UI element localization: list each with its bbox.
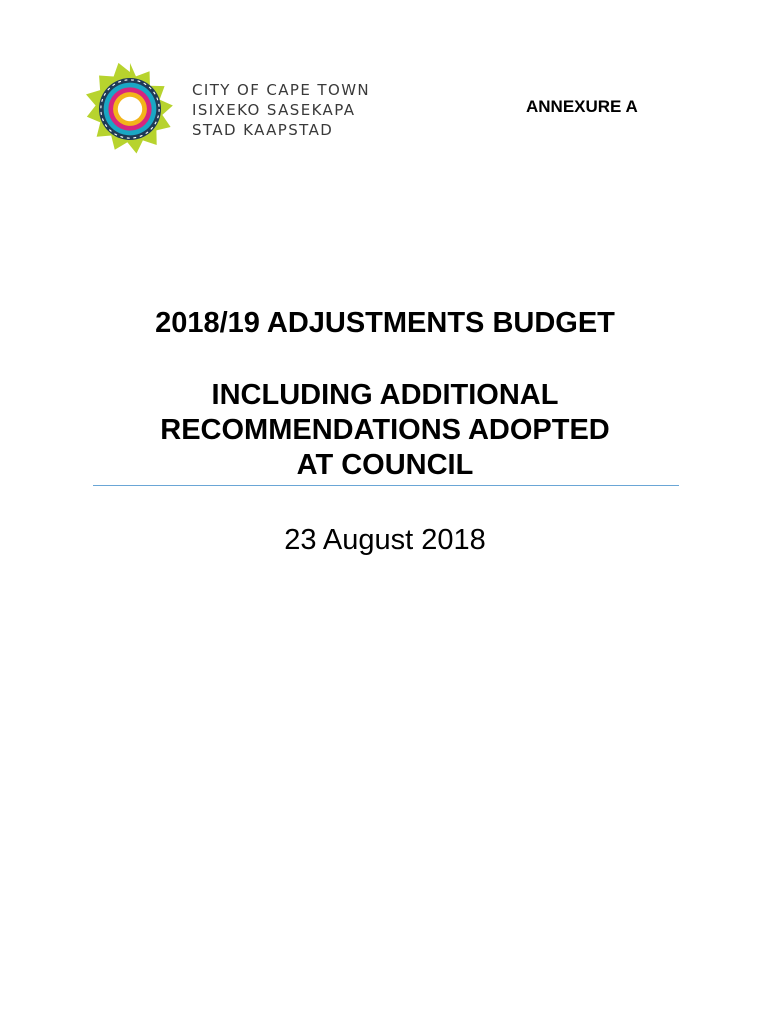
document-subtitle (0, 378, 770, 483)
logo-wordmark (192, 80, 370, 140)
logo-line-xhosa: ISIXEKO SASEKAPA (192, 101, 356, 119)
subtitle-line: RECOMMENDATIONS ADOPTED (160, 414, 610, 446)
logo-line-afrikaans: STAD KAAPSTAD (192, 121, 334, 139)
subtitle-line: AT COUNCIL (296, 449, 474, 481)
divider-rule (93, 485, 679, 486)
document-date: 23 August 2018 (284, 524, 486, 556)
subtitle-line: INCLUDING ADDITIONAL (211, 379, 559, 411)
annexure-label: ANNEXURE A (526, 97, 638, 116)
city-emblem-icon (83, 62, 177, 156)
document-title: 2018/19 ADJUSTMENTS BUDGET (155, 307, 615, 339)
logo-line-english: CITY OF CAPE TOWN (192, 81, 371, 99)
